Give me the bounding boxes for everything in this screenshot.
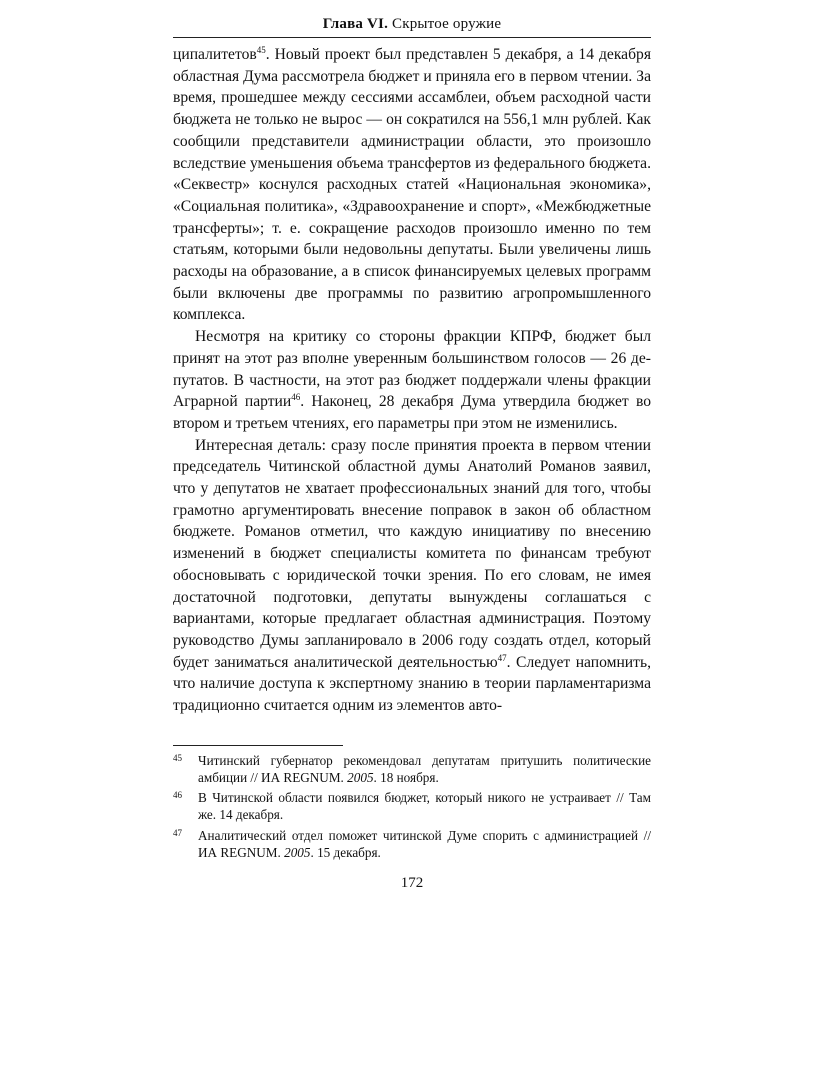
footnotes [173, 745, 651, 861]
footnote-text-part: . 15 декабря. [310, 844, 381, 860]
paragraph-3 [173, 435, 651, 717]
running-header [173, 14, 651, 38]
footnote-number: 47 [173, 827, 182, 838]
footnote-ref-47: 47 [497, 652, 507, 663]
footnote-ref-46: 46 [291, 392, 301, 403]
chapter-number: Глава VI. [322, 16, 389, 32]
book-page [173, 14, 651, 892]
footnote-ref-45: 45 [256, 44, 266, 55]
footnote-text-part: . 18 ноября. [373, 770, 439, 785]
footnote-text-part: Аналитический отдел поможет читинской Думе спорить с администрацией // ИА REGNUM. [198, 827, 651, 860]
paragraph-text: Несмотря на критику со стороны фракции КПРФ, бюджет был принят на этот раз вполне уверенным большинством голосов — 26 депутатов. В частности, на этот раз бюджет поддержали члены фракции Аграрной партии [173, 328, 651, 411]
paragraph-1 [173, 44, 651, 326]
paragraph-text: Интересная деталь: сразу после принятия проекта в первом чтении председатель Читинской областной думы Анатолий Романов заявил, что у депутатов не хватает профессиональных знаний для того, чтобы грамотно аргументировать внесение поправок в закон об областном бюджете. Романов отметил, что каждую инициативу по внесению изменений в бюджет специалисты комитета по финансам требуют обосновывать с юридической точки зрения. По его словам, не имея достаточной подготовки, депутаты вынуждены соглашаться с вариантами, которые предлагает областная администрация. Поэтому руководство Думы запланировало в 2006 году создать отдел, который будет заниматься аналитической деятельностью [173, 436, 651, 671]
paragraph-text: . Новый проект был представлен 5 декабря, а 14 декабря областная Дума рассмотрела бюджет и приняла его в первом чтении. За время, прошедшее между сессиями ассамблеи, объем расходной части бюджета не только не вырос — он сократился на 556,1 млн рублей. Как сообщили представители администрации области, это произошло вследствие уменьшения объема трансфертов из федерального бюджета. «Секвестр» коснулся расходных статей «Национальная экономика», «Социальная политика», «Здравоохранение и спорт», «Межбюджетные трансферты»; т. е. сокращение расходов произошло именно по тем статьям, которыми были недовольны депутаты. Были увеличены лишь расходы на образование, а в список финансируемых целевых программ были включены две программы по развитию агропромышленного комплекса. [173, 46, 651, 324]
chapter-title: Скрытое оружие [392, 16, 502, 32]
page-number: 172 [400, 875, 424, 892]
footnote-text [198, 789, 651, 823]
footnote-text-part: В Читинской области появился бюджет, который никого не устраивает // Там же. 14 декабря. [198, 790, 651, 823]
footnote-divider [173, 745, 343, 746]
footnote-number: 45 [173, 752, 182, 763]
footnote-year: 2005 [347, 770, 374, 785]
footnote-47 [173, 827, 651, 861]
footnote-text [198, 752, 651, 786]
paragraph-text: . Наконец, 28 декабря Дума утвердила бюджет во втором и третьем чтениях, его параметры при этом не изменились. [173, 393, 651, 432]
paragraph-text: ципалитетов [173, 46, 257, 63]
paragraph-text: . Следует напомнить, что наличие доступа к экспертному знанию в теории парламентаризма традиционно считается одним из элементов авто- [173, 653, 651, 715]
footnote-45 [173, 752, 651, 786]
footnote-year: 2005 [284, 844, 311, 860]
footnote-46 [173, 789, 651, 823]
paragraph-2 [173, 326, 651, 435]
body-text [173, 44, 651, 717]
footnote-number: 46 [173, 790, 182, 801]
footnote-text-part: Читинский губернатор рекомендовал депутатам притушить политические амбиции // ИА REGNUM. [198, 752, 651, 785]
footnote-text [198, 827, 651, 861]
